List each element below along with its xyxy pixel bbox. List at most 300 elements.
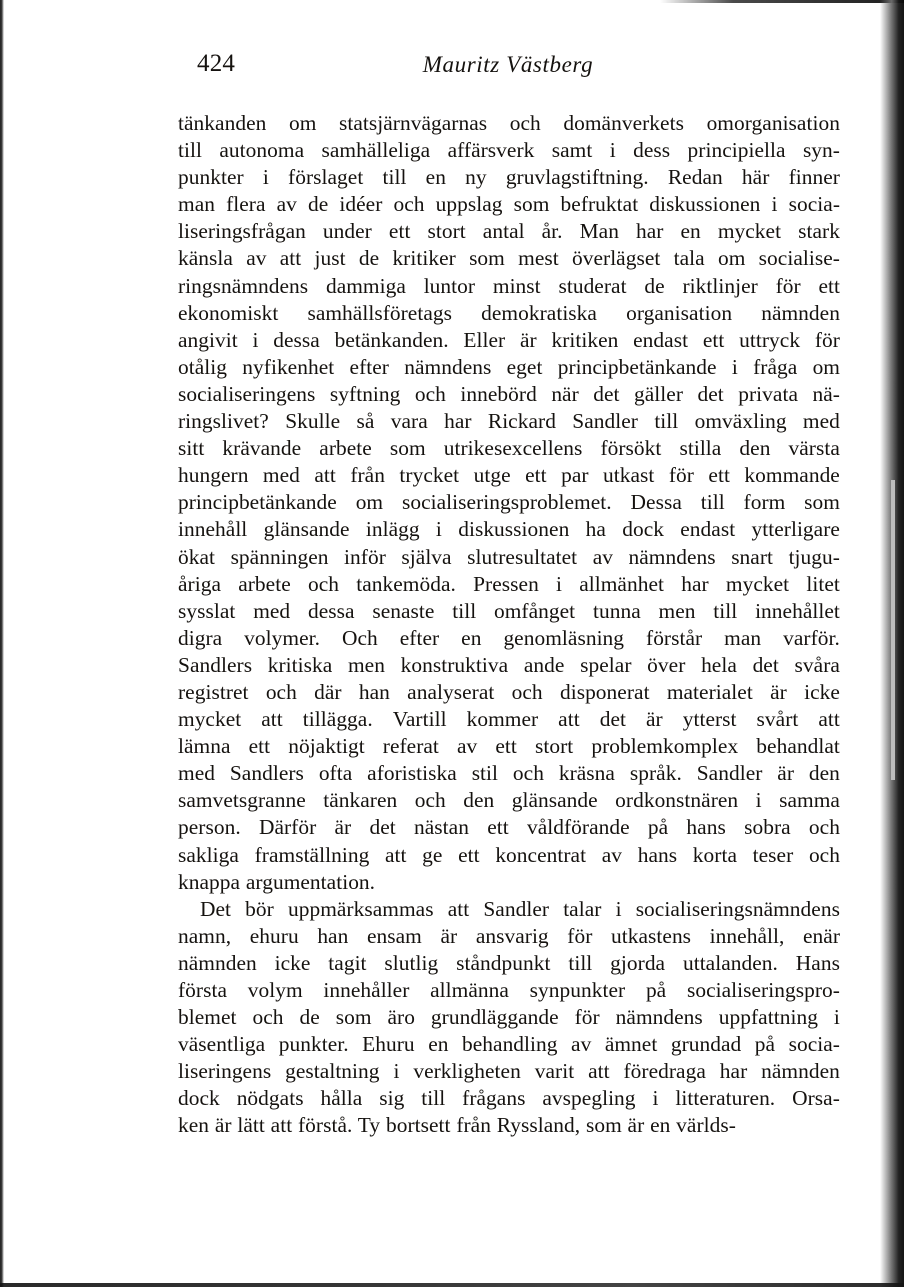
word: och [307, 571, 339, 596]
word: allmänhet [579, 571, 665, 596]
word: om [717, 246, 746, 271]
word: tillägga. [302, 707, 373, 732]
text-line [178, 300, 840, 327]
word: gestaltning [285, 1059, 380, 1084]
word: i [771, 192, 778, 217]
word: luntor [423, 273, 476, 298]
word: arbete [319, 436, 372, 461]
word: studerat [558, 273, 627, 298]
word: inför [344, 544, 386, 569]
word: Redan [667, 165, 723, 190]
word: allmänna [430, 978, 509, 1002]
text-line [178, 652, 840, 679]
word: under [322, 219, 372, 244]
word: att [314, 463, 336, 488]
word: har [636, 219, 664, 244]
word: är [519, 327, 537, 352]
word: överlägset [571, 246, 661, 271]
word: innehåller [323, 978, 410, 1002]
word: omväxling [694, 409, 787, 434]
word: den [463, 788, 495, 813]
text-line [178, 923, 840, 950]
word: Sandlers [178, 652, 253, 677]
word: ett [388, 219, 411, 244]
word: materialet [666, 679, 753, 704]
word: i [435, 517, 442, 542]
word: aforistiska [367, 761, 457, 786]
word: och [414, 381, 446, 406]
word: innehåll [178, 517, 248, 542]
word: mycket [717, 219, 782, 244]
word: betänkanden. [334, 327, 449, 352]
word: privata [738, 381, 798, 406]
word: hans [686, 815, 726, 840]
word: genomläsning [503, 625, 625, 650]
text-line [178, 896, 840, 923]
word: innehållet [755, 598, 840, 623]
word: uppslag [435, 192, 503, 217]
word: socialise- [758, 246, 840, 271]
word: hungern [178, 463, 249, 488]
word: glänsande [511, 788, 598, 813]
word: socia- [788, 1032, 840, 1057]
word: med [262, 463, 300, 488]
word: dessa [273, 327, 320, 352]
word: verkligheten [413, 1059, 521, 1084]
word: omfånget [494, 598, 576, 623]
text-line [178, 1058, 840, 1085]
text-line [178, 435, 840, 462]
word: till [700, 490, 725, 515]
word: ett [495, 734, 517, 759]
word: autonoma [219, 138, 305, 163]
word: i [755, 788, 762, 813]
word: lämna [178, 734, 231, 759]
word: från [350, 463, 385, 488]
word: att [447, 896, 470, 921]
word: första [178, 978, 228, 1002]
word: i [652, 1086, 659, 1111]
word: registret [178, 679, 249, 704]
word: en [461, 625, 482, 650]
word: hålla [320, 1086, 363, 1111]
paragraph-1 [178, 110, 840, 896]
word: har [681, 571, 709, 596]
word: språk. [629, 761, 682, 786]
text-line [178, 191, 840, 218]
word: senaste [372, 598, 435, 623]
word: trycket [399, 463, 460, 488]
word: att [384, 842, 407, 867]
word: som [335, 1005, 372, 1030]
word: varför. [783, 625, 840, 650]
word: sitt [178, 436, 205, 461]
word: spelar [580, 652, 632, 677]
text-line [178, 842, 840, 869]
word: demokratiska [481, 300, 597, 325]
word: här [741, 165, 770, 190]
word: har [719, 1059, 748, 1084]
text-line [178, 218, 840, 245]
text-line [178, 977, 840, 1004]
word: som [804, 490, 840, 515]
word: domänverkets [563, 111, 684, 135]
word: ofta [318, 761, 353, 786]
text-line [178, 273, 840, 300]
text-line [178, 544, 840, 571]
word: i [615, 896, 622, 921]
page-number: 424 [197, 50, 236, 77]
word: ett [248, 734, 271, 759]
text-line: ken är lätt att förstå. Ty bortsett från Ryssland, som är en världs- [178, 1113, 736, 1138]
word: ringslivet? [178, 409, 269, 434]
word: kommande [744, 463, 840, 488]
text-line [178, 571, 840, 598]
text-line [178, 516, 840, 543]
word: teser [752, 842, 794, 867]
word: ett [525, 463, 547, 488]
word: organisation [626, 300, 733, 325]
text-line [178, 787, 840, 814]
word: gäller [634, 381, 684, 406]
word: endast [633, 327, 689, 352]
text-line [178, 137, 840, 164]
word: volymer. [244, 625, 321, 650]
word: med [253, 598, 291, 623]
text-line [178, 625, 840, 652]
word: och [414, 788, 446, 813]
word: för [567, 923, 593, 948]
word: riktlinjer [682, 273, 758, 298]
word: känsla [178, 246, 233, 271]
word: det [593, 381, 620, 406]
word: Man [579, 219, 619, 244]
word: par [561, 463, 589, 488]
word: av [592, 544, 613, 569]
word: hela [701, 652, 737, 677]
word: ämnet [604, 1032, 658, 1057]
word: socia- [788, 192, 840, 217]
word: stil [471, 761, 499, 786]
word: det [752, 652, 779, 677]
word: hans [637, 842, 678, 867]
word: ha [585, 517, 606, 542]
word: på [645, 978, 667, 1002]
word: en [428, 1032, 449, 1057]
word: antal [482, 219, 525, 244]
word: i [833, 1005, 840, 1030]
word: punkter. [278, 1032, 349, 1057]
word: Skulle [285, 409, 341, 434]
text-line [178, 245, 840, 272]
word: volym [247, 978, 303, 1002]
word: på [647, 815, 669, 840]
word: person. [178, 815, 241, 840]
word: så [356, 409, 375, 434]
word: tjugu- [788, 544, 840, 569]
word: en [425, 165, 446, 190]
word: fråga [753, 354, 798, 379]
word: till [452, 598, 477, 623]
text-line [178, 598, 840, 625]
word: ytterligare [751, 517, 840, 542]
word: till [178, 138, 202, 163]
word: enär [802, 923, 840, 948]
word: snart [731, 544, 774, 569]
word: förstår [646, 625, 703, 650]
word: våldförande [526, 815, 630, 840]
word: dammiga [325, 273, 406, 298]
text-line [178, 1085, 840, 1112]
word: i [556, 571, 563, 596]
word: socialiseringsnämndens [635, 896, 840, 921]
word: sakliga [178, 842, 239, 867]
word: är [334, 815, 352, 840]
word: minst [492, 273, 541, 298]
text-line [178, 814, 840, 841]
word: mycket [178, 707, 242, 732]
word: och [511, 679, 543, 704]
word: för [775, 273, 801, 298]
word: nämnden [761, 1059, 840, 1084]
word: utkastens [611, 923, 692, 948]
word: nöjaktigt [288, 734, 365, 759]
word: disponerat [559, 679, 650, 704]
word: till [568, 950, 593, 975]
word: tunna [592, 598, 641, 623]
word: ökat [178, 544, 216, 569]
word: Sandler [696, 761, 763, 786]
text-line [178, 408, 840, 435]
word: nä- [812, 381, 840, 406]
word: Det [200, 896, 232, 921]
word: mest [518, 246, 559, 271]
word: om [812, 354, 840, 379]
word: uttalanden. [682, 950, 778, 975]
word: till [382, 165, 407, 190]
text-line [178, 381, 840, 408]
word: i [731, 354, 738, 379]
word: av [276, 192, 297, 217]
word: samvetsgranne [178, 788, 306, 813]
word: varit [534, 1059, 575, 1084]
word: utrikesexcellens [443, 436, 583, 461]
word: samhälleliga [321, 138, 431, 163]
word: just [314, 246, 346, 271]
word: tala [673, 246, 705, 271]
word: framställning [254, 842, 370, 867]
word: är [777, 761, 795, 786]
body-text-block [178, 110, 840, 1140]
word: är [646, 707, 663, 732]
word: Sandler [572, 409, 638, 434]
word: stilla [679, 436, 722, 461]
word: tänkanden [178, 111, 267, 135]
word: kritiken [551, 327, 619, 352]
word: och [808, 842, 840, 867]
word: otålig [178, 354, 228, 379]
word: syftning [329, 381, 401, 406]
text-line [178, 760, 840, 787]
word: efter [349, 354, 389, 379]
word: konstruktiva [400, 652, 509, 677]
text-line [178, 733, 840, 760]
word: Pressen [473, 571, 539, 596]
text-line [178, 354, 840, 381]
word: om [288, 111, 317, 135]
word: är [770, 679, 787, 704]
word: ehuru [249, 923, 299, 948]
word: om [355, 490, 384, 515]
word: och [808, 815, 840, 840]
word: ett [487, 815, 509, 840]
word: dock [178, 1086, 220, 1111]
word: icke [804, 679, 840, 704]
word: de [299, 1005, 320, 1030]
word: ytterst [682, 707, 737, 732]
word: vara [390, 409, 428, 434]
word: principbetänkande [178, 490, 337, 515]
word: grundad [670, 1032, 742, 1057]
word: Hans [795, 950, 840, 975]
word: analyserat [407, 679, 495, 704]
word: den [739, 436, 771, 461]
word: gruvlagstiftning. [505, 165, 649, 190]
word: diskussionen [649, 192, 761, 217]
text-line [178, 327, 840, 354]
word: är [440, 923, 458, 948]
word: att [588, 1059, 610, 1084]
word: ståndpunkt [456, 950, 551, 975]
word: befruktat [560, 192, 639, 217]
word: värsta [788, 436, 840, 461]
word: ordkonstnären [615, 788, 739, 813]
word: väsentliga [178, 1032, 266, 1057]
word: mycket [725, 571, 790, 596]
word: slutresultatet [467, 544, 578, 569]
word: arbete [238, 571, 291, 596]
word: kritiska [267, 652, 333, 677]
text-line [178, 462, 840, 489]
word: med [802, 409, 840, 434]
word: krävande [222, 436, 302, 461]
text-line [178, 164, 840, 191]
scan-edge-top-artifact [660, 0, 904, 3]
word: affärsverk [447, 138, 535, 163]
word: äro [387, 1005, 415, 1030]
word: de [308, 192, 329, 217]
paragraph-2 [178, 896, 840, 1140]
word: stort [535, 734, 574, 759]
word: att [279, 246, 302, 271]
word: att [558, 707, 580, 732]
word: åriga [178, 571, 221, 596]
word: grundläggande [430, 1005, 559, 1030]
word: kritiker [392, 246, 456, 271]
word: av [601, 842, 623, 867]
word: Rickard [487, 409, 556, 434]
word: eget [506, 354, 543, 379]
word: endast [680, 517, 736, 542]
word: litteraturen. [675, 1086, 776, 1111]
word: efter [399, 625, 440, 650]
word: behandlat [756, 734, 840, 759]
word: att [818, 707, 840, 732]
word: år. [541, 219, 563, 244]
word: innebörd [460, 381, 537, 406]
word: med [178, 761, 215, 786]
word: till [421, 1086, 446, 1111]
word: avspegling [542, 1086, 636, 1111]
word: som [389, 436, 426, 461]
word: nyfikenhet [242, 354, 335, 379]
word: principiella [687, 138, 786, 163]
word: sysslat [178, 598, 236, 623]
word: ny [465, 165, 487, 190]
word: diskussionen [458, 517, 570, 542]
word: nödgats [236, 1086, 304, 1111]
word: har [444, 409, 472, 434]
word: Vartill [392, 707, 447, 732]
word: Eller [463, 327, 506, 352]
word: Ehuru [362, 1032, 415, 1057]
word: tankemöda. [356, 571, 456, 596]
word: socialiseringsproblemet. [401, 490, 612, 515]
word: dessa [307, 598, 355, 623]
word: av [457, 734, 478, 759]
word: och [252, 1005, 284, 1030]
word: de [358, 246, 380, 271]
word: samt [551, 138, 593, 163]
word: frågans [462, 1086, 526, 1111]
word: av [571, 1032, 592, 1057]
word: ett [708, 463, 730, 488]
word: det [697, 381, 724, 406]
word: stort [427, 219, 466, 244]
word: sig [379, 1086, 405, 1111]
word: ansvarig [475, 923, 549, 948]
running-head [178, 50, 838, 84]
word: inlägg [365, 517, 420, 542]
word: dock [622, 517, 664, 542]
word: icke [274, 950, 311, 975]
word: svårt [756, 707, 799, 732]
word: ekonomiskt [178, 300, 279, 325]
word: flera [226, 192, 266, 217]
scan-edge-left-artifact [0, 0, 4, 1287]
word: han [317, 923, 349, 948]
word: Därför [258, 815, 317, 840]
word: slutlig [384, 950, 439, 975]
word: i [262, 165, 269, 190]
word: Sandler [483, 896, 550, 921]
word: Sandlers [229, 761, 304, 786]
word: ge [422, 842, 443, 867]
word: referat [382, 734, 439, 759]
word: Och [342, 625, 378, 650]
word: och [265, 679, 297, 704]
word: svåra [794, 652, 840, 677]
word: som [469, 246, 505, 271]
word: behandling [461, 1032, 558, 1057]
word: uttryck [739, 327, 801, 352]
word: stark [798, 219, 840, 244]
word: nästan [414, 815, 469, 840]
word: digra [178, 625, 223, 650]
word: i [609, 138, 616, 163]
word: ett [818, 273, 840, 298]
word: problemkomplex [591, 734, 739, 759]
